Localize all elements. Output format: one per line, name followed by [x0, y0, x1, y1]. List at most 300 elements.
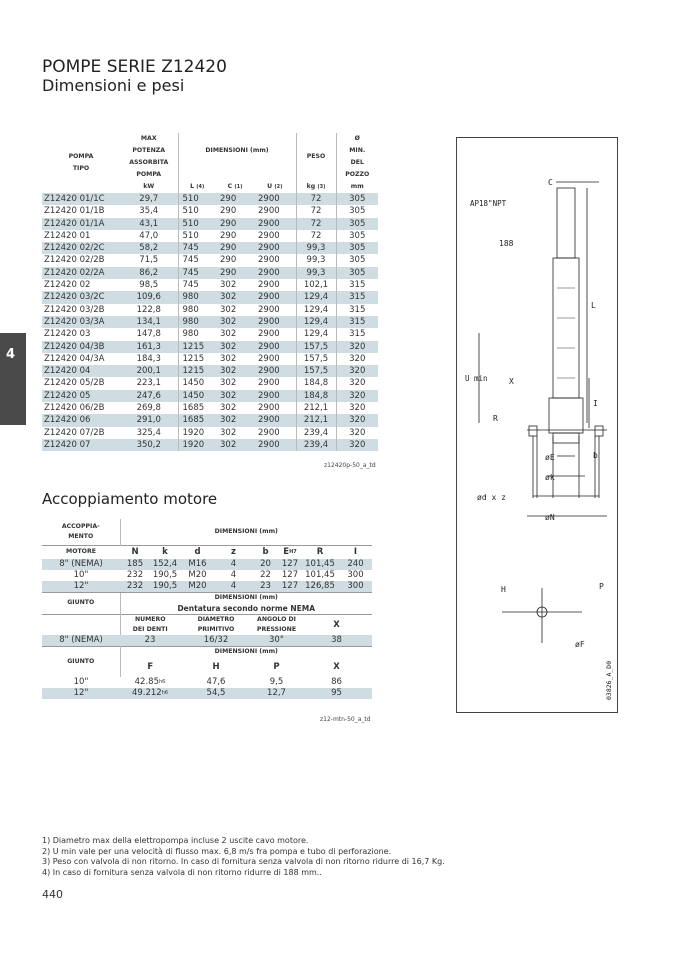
- th-potenza: POTENZA: [132, 147, 166, 154]
- motor-cell: 185: [120, 559, 150, 570]
- flange-right: [595, 426, 603, 436]
- chapter-tab: [0, 333, 26, 425]
- th-motore: MOTORE: [42, 545, 120, 559]
- table-cell: 2900: [254, 365, 296, 377]
- table-cell: 315: [336, 328, 378, 340]
- th-dentatura: Dentatura secondo norme NEMA: [120, 604, 372, 615]
- g10-g: 10": [73, 677, 89, 687]
- table-cell: 1215: [178, 341, 216, 353]
- table-cell: 980: [178, 328, 216, 340]
- table-cell: 157,5: [296, 365, 336, 377]
- table-cell: 745: [178, 254, 216, 266]
- motor-cell: 22: [260, 570, 271, 580]
- label-ap: AP18"NPT: [470, 199, 507, 208]
- table-cell: 1450: [178, 390, 216, 402]
- th-kg-sup: (3): [317, 184, 326, 190]
- table-cell: 129,4: [296, 328, 336, 340]
- g10-f-val: 42.85: [134, 677, 159, 687]
- page-number: 440: [42, 888, 63, 901]
- table-cell: 72: [296, 218, 336, 230]
- th-dim-2: DIMENSIONI (mm): [120, 593, 372, 604]
- table-cell: 99,3: [296, 267, 336, 279]
- table-cell: 157,5: [296, 341, 336, 353]
- motor-cell: 12": [42, 581, 120, 593]
- table-cell: 43,1: [120, 218, 178, 230]
- table-cell: 161,3: [120, 341, 178, 353]
- table-cell: 58,2: [120, 242, 178, 254]
- coupling-table: [42, 519, 372, 699]
- table-cell: 305: [336, 218, 378, 230]
- label-of: øF: [575, 640, 585, 649]
- label-umin: U min: [465, 374, 488, 383]
- table-cell: 510: [178, 230, 216, 242]
- th-giunto: GIUNTO: [42, 593, 120, 615]
- g12-p: 12,7: [252, 688, 301, 699]
- motor-cell: M20: [180, 581, 215, 593]
- label-oe: øE: [545, 453, 555, 462]
- table-cell: 305: [336, 242, 378, 254]
- table-cell: 47,0: [139, 230, 159, 241]
- table-cell: 302: [220, 353, 237, 364]
- nema-numero: 23: [120, 635, 180, 647]
- table-cell: Z12420 04/3B: [42, 341, 120, 353]
- th-x: X: [301, 614, 372, 635]
- th-diametro-2: PRIMITIVO: [197, 625, 235, 633]
- footnote-1: 1) Diametro max della elettropompa incluse 2 uscite cavo motore.: [42, 836, 309, 845]
- table-cell: 305: [336, 205, 378, 217]
- th-col-n: N: [120, 545, 150, 559]
- label-p: P: [599, 582, 604, 591]
- table-row: [42, 402, 378, 414]
- giunto-row-12: [42, 688, 372, 699]
- table-cell: 29,7: [120, 193, 178, 205]
- th-l-label: L: [190, 183, 195, 190]
- th-l: [178, 181, 216, 193]
- table-cell: 302: [216, 365, 254, 377]
- label-on: øN: [545, 513, 555, 522]
- table-cell: 302: [220, 304, 237, 315]
- table-cell: 99,3: [296, 254, 336, 266]
- th-giunto2: GIUNTO: [67, 657, 95, 665]
- motor-cell: 10": [73, 570, 89, 580]
- label-ok: øk: [545, 473, 555, 482]
- motor-cell: 232: [120, 581, 150, 593]
- table2-ref: z12-mtn-50_a_td: [320, 716, 371, 723]
- table-cell: 315: [336, 316, 378, 328]
- table-cell: 315: [336, 279, 378, 291]
- table-cell: 239,4: [296, 439, 336, 451]
- table-cell: Z12420 05/2B: [44, 378, 105, 389]
- table-cell: 320: [336, 402, 378, 414]
- table-row: [42, 304, 378, 316]
- motor-cell: 8" (NEMA): [42, 559, 120, 570]
- table-cell: 2900: [254, 316, 296, 328]
- table-cell: 2900: [258, 255, 280, 266]
- table-cell: 325,4: [136, 427, 161, 438]
- table-row: [42, 341, 378, 353]
- table-cell: Z12420 04/3A: [44, 353, 105, 364]
- motor-cell: M16: [180, 559, 215, 570]
- table-cell: 302: [220, 280, 237, 291]
- table-cell: 305: [336, 230, 378, 242]
- motor-cell: 190,5: [152, 570, 178, 580]
- table-cell: 2900: [258, 427, 280, 438]
- label-i: I: [593, 399, 598, 408]
- th-angolo-1: ANGOLO DI: [257, 615, 296, 623]
- table-cell: 223,1: [136, 378, 161, 389]
- motor-cell: 127: [279, 581, 301, 593]
- th-col-e: [279, 545, 301, 559]
- flange: [553, 433, 579, 443]
- table-cell: 320: [336, 341, 378, 353]
- table-cell: 302: [216, 439, 254, 451]
- table-cell: 290: [216, 193, 254, 205]
- table-cell: 129,4: [296, 291, 336, 303]
- table-cell: 122,8: [136, 304, 161, 315]
- table-cell: 2900: [254, 341, 296, 353]
- table-cell: 184,3: [136, 353, 161, 364]
- table-row: [42, 218, 378, 230]
- table-cell: Z12420 01/1A: [42, 218, 120, 230]
- table-cell: 2900: [258, 353, 280, 364]
- table-cell: 2900: [254, 414, 296, 426]
- g12-f-sup: h6: [161, 690, 169, 696]
- table-row: [42, 439, 378, 451]
- label-r: R: [493, 414, 498, 423]
- table-row: [42, 390, 378, 402]
- table-cell: 1450: [178, 377, 216, 389]
- table-cell: 2900: [258, 403, 280, 414]
- motor-row: [42, 581, 372, 593]
- g12-h: 54,5: [180, 688, 252, 699]
- table-cell: 72: [296, 193, 336, 205]
- table-cell: 1685: [178, 402, 216, 414]
- section-title: Accoppiamento motore: [42, 490, 218, 508]
- table-cell: 290: [216, 242, 254, 254]
- th-diametro: [180, 614, 252, 635]
- table-cell: 247,6: [120, 390, 178, 402]
- table-cell: 212,1: [296, 414, 336, 426]
- table-cell: 510: [178, 218, 216, 230]
- table-cell: 290: [220, 230, 237, 241]
- table-cell: 2900: [258, 329, 280, 340]
- table-cell: 510: [178, 205, 216, 217]
- table-cell: 86,2: [120, 267, 178, 279]
- footnotes: [42, 836, 445, 878]
- th-c: [216, 181, 254, 193]
- motor-cell: 4: [230, 570, 237, 580]
- g10-f-sup: h6: [158, 679, 166, 685]
- table-cell: Z12420 03/3A: [42, 316, 120, 328]
- table-cell: Z12420 01/1B: [44, 206, 105, 217]
- table-cell: 290: [220, 255, 237, 266]
- table-cell: 212,1: [296, 402, 336, 414]
- table-cell: Z12420 07: [42, 439, 120, 451]
- table-cell: 350,2: [120, 439, 178, 451]
- motor-cell: 190,5: [150, 581, 180, 593]
- table-cell: 320: [336, 414, 378, 426]
- motor-cell: 240: [339, 559, 372, 570]
- table-cell: Z12420 03: [44, 329, 91, 340]
- table-cell: 72: [296, 205, 336, 217]
- motor-cell: 232: [126, 570, 144, 580]
- motor-cell: M20: [188, 570, 207, 580]
- table-cell: 305: [336, 267, 378, 279]
- th-col-f: F: [120, 657, 180, 677]
- table-cell: 2900: [254, 291, 296, 303]
- th-col-i: I: [339, 545, 372, 559]
- motor-cell: 4: [215, 581, 252, 593]
- table-cell: 71,5: [139, 255, 159, 266]
- th-col-e-label: E: [283, 547, 290, 558]
- page-title: POMPE SERIE Z12420: [42, 57, 227, 77]
- table-cell: 980: [178, 304, 216, 316]
- th-angolo: [252, 614, 301, 635]
- table-row: [42, 353, 378, 365]
- table-cell: 269,8: [136, 403, 161, 414]
- table-row: [42, 328, 378, 340]
- table-row: [42, 427, 378, 439]
- label-b: b: [593, 451, 598, 460]
- nema-x: 38: [301, 635, 372, 647]
- table1-ref: z12420p-50_a_td: [324, 462, 376, 469]
- table-cell: 320: [336, 353, 378, 365]
- intake: [549, 398, 583, 433]
- table-cell: Z12420 06: [42, 414, 120, 426]
- th-diametro-1: DIAMETRO: [197, 615, 235, 623]
- th-tipo: TIPO: [72, 165, 90, 172]
- table-cell: 302: [220, 329, 237, 340]
- table-cell: 2900: [258, 206, 280, 217]
- th-pozzo: POZZO: [336, 169, 378, 181]
- table-cell: Z12420 07/2B: [44, 427, 105, 438]
- table-cell: 510: [178, 193, 216, 205]
- motor-cell: 4: [215, 559, 252, 570]
- table-cell: 302: [216, 414, 254, 426]
- table-cell: 184,8: [296, 390, 336, 402]
- g10-f: [120, 677, 180, 688]
- th-kw: kW: [143, 183, 155, 190]
- chapter-number: 4: [6, 347, 16, 362]
- th-pompa2: POMPA: [136, 171, 162, 178]
- table-cell: 98,5: [139, 280, 159, 291]
- th-numero-1: NUMERO: [134, 615, 166, 623]
- table-cell: 2900: [254, 390, 296, 402]
- th-col-r: R: [301, 545, 339, 559]
- table-cell: 315: [336, 304, 378, 316]
- table-cell: Z12420 02/2B: [44, 255, 105, 266]
- table-cell: 980: [178, 291, 216, 303]
- table-cell: 72: [296, 230, 336, 242]
- table-cell: 2900: [254, 439, 296, 451]
- motor-cell: 126,85: [301, 581, 339, 593]
- table-cell: 320: [336, 390, 378, 402]
- table-cell: 147,8: [136, 329, 161, 340]
- th-max: MAX: [140, 135, 157, 142]
- th-col-p: P: [273, 662, 280, 672]
- table-cell: 290: [220, 206, 237, 217]
- dimensions-table: [42, 133, 378, 451]
- table-row: [42, 365, 378, 377]
- motor-row: [42, 559, 372, 570]
- th-phi: Ø: [336, 133, 378, 145]
- g10-x: 86: [331, 677, 342, 687]
- table-row: [42, 193, 378, 205]
- discharge-head: [557, 188, 575, 258]
- table-cell: 290: [216, 267, 254, 279]
- th-kg-label: kg: [306, 183, 316, 190]
- table-cell: 320: [336, 439, 378, 451]
- table-cell: Z12420 01: [44, 230, 91, 241]
- g10-p: 9,5: [269, 677, 284, 687]
- label-code: 03826_A_D0: [605, 660, 613, 700]
- table-cell: 745: [178, 242, 216, 254]
- th-pompa: POMPA: [68, 153, 94, 160]
- table-cell: 302: [216, 316, 254, 328]
- nema-row: [42, 635, 372, 647]
- g12-g: 12": [42, 688, 120, 699]
- th-col-z: z: [215, 545, 252, 559]
- motor-cell: 101,45: [301, 559, 339, 570]
- th-dim-3: DIMENSIONI (mm): [120, 646, 372, 657]
- table-cell: Z12420 04: [42, 365, 120, 377]
- motor-cell: 152,4: [150, 559, 180, 570]
- motor-cell: 20: [252, 559, 279, 570]
- th-peso: PESO: [296, 133, 336, 181]
- table-cell: 35,4: [139, 206, 159, 217]
- th-col-b: b: [252, 545, 279, 559]
- th-dimensioni: DIMENSIONI (mm): [178, 133, 296, 169]
- th-mm: mm: [336, 181, 378, 193]
- table-cell: 302: [216, 390, 254, 402]
- pump-body: [553, 258, 579, 398]
- table-cell: 1920: [178, 439, 216, 451]
- table-cell: 129,4: [296, 316, 336, 328]
- th-u-label: U: [267, 183, 273, 190]
- table-cell: 1215: [178, 353, 216, 365]
- giunto-row-10: [42, 677, 372, 688]
- motor-row: [42, 570, 372, 581]
- table-cell: 305: [336, 193, 378, 205]
- label-188: 188: [499, 239, 514, 248]
- table-cell: 1685: [178, 414, 216, 426]
- th-col-k: k: [150, 545, 180, 559]
- table-cell: Z12420 03/2C: [42, 291, 120, 303]
- table-cell: 200,1: [120, 365, 178, 377]
- table-row: [42, 205, 378, 217]
- motor-cell: 300: [347, 570, 364, 580]
- table-cell: 2900: [254, 267, 296, 279]
- table-cell: 291,0: [120, 414, 178, 426]
- th-numero-2: DEI DENTI: [132, 625, 168, 633]
- th-assorbita: ASSORBITA: [129, 159, 169, 166]
- th-accoppiamento: ACCOPPIA-MENTO: [61, 522, 100, 540]
- motor-cell: 127: [279, 559, 301, 570]
- table-row: [42, 254, 378, 266]
- table-cell: 302: [220, 378, 237, 389]
- table-cell: 320: [336, 427, 378, 439]
- table-cell: 2900: [254, 218, 296, 230]
- table-row: [42, 242, 378, 254]
- motor-cell: 300: [339, 581, 372, 593]
- table-cell: 2900: [258, 230, 280, 241]
- th-col-h: H: [212, 662, 220, 672]
- nema-angolo: 30°: [252, 635, 301, 647]
- nema-g: 8" (NEMA): [42, 635, 120, 647]
- th-c-label: C: [227, 183, 233, 190]
- th-u: [254, 181, 296, 193]
- col-pompa-tipo: [42, 133, 120, 193]
- table-row: [42, 230, 378, 242]
- th-angolo-2: PRESSIONE: [256, 625, 297, 633]
- label-x: X: [509, 377, 514, 386]
- th-col-d: d: [180, 545, 215, 559]
- g12-f-val: 49.212: [131, 688, 162, 698]
- table-cell: 1215: [178, 365, 216, 377]
- table-row: [42, 267, 378, 279]
- g12-f: [120, 688, 180, 699]
- nema-diametro: 16/32: [180, 635, 252, 647]
- flange-left: [529, 426, 537, 436]
- table-cell: 320: [336, 377, 378, 389]
- th-kg: [296, 181, 336, 193]
- table-cell: Z12420 03/2B: [44, 304, 105, 315]
- label-l: L: [591, 301, 596, 310]
- table-cell: 302: [216, 341, 254, 353]
- table-cell: Z12420 01/1C: [42, 193, 120, 205]
- table-cell: 980: [178, 316, 216, 328]
- table-cell: 102,1: [296, 279, 336, 291]
- table-cell: 2900: [258, 280, 280, 291]
- table-cell: 2900: [254, 242, 296, 254]
- table-cell: Z12420 02: [44, 280, 91, 291]
- table-cell: 1920: [178, 427, 216, 439]
- footnote-3: 3) Peso con valvola di non ritorno. In caso di fornitura senza valvola di non ritorno ridurre di 16,7 Kg.: [42, 857, 445, 866]
- pump-diagram: [456, 137, 618, 713]
- footnote-4: 4) In caso di fornitura senza valvola di non ritorno ridurre di 188 mm..: [42, 867, 322, 877]
- table-row: [42, 414, 378, 426]
- table-cell: 2900: [258, 378, 280, 389]
- table-cell: 2900: [258, 304, 280, 315]
- g10-h: 47,6: [206, 677, 226, 687]
- table-cell: 129,4: [296, 304, 336, 316]
- table-cell: 745: [178, 267, 216, 279]
- footnote-2: 2) U min vale per una velocità di flusso max. 6,8 m/s fra pompa e tubo di perforazione.: [42, 846, 392, 856]
- table-cell: 315: [336, 291, 378, 303]
- table-cell: 239,4: [296, 427, 336, 439]
- table-cell: 745: [178, 279, 216, 291]
- g12-x: 95: [301, 688, 372, 699]
- table-cell: 99,3: [296, 242, 336, 254]
- label-h: H: [501, 585, 506, 594]
- table-row: [42, 316, 378, 328]
- table-cell: 290: [216, 218, 254, 230]
- table-cell: 302: [220, 403, 237, 414]
- label-odxz: ød x z: [477, 493, 506, 502]
- table-row: [42, 291, 378, 303]
- th-u-sup: (2): [274, 184, 283, 190]
- motor-cell: 23: [252, 581, 279, 593]
- table-cell: 320: [336, 365, 378, 377]
- th-c-sup: (1): [234, 184, 243, 190]
- table-cell: 157,5: [296, 353, 336, 365]
- th-numero: [120, 614, 180, 635]
- motor-cell: 127: [281, 570, 299, 580]
- table-cell: 305: [336, 254, 378, 266]
- motor-cell: 101,45: [305, 570, 335, 580]
- table-cell: 2900: [254, 193, 296, 205]
- table-row: [42, 377, 378, 389]
